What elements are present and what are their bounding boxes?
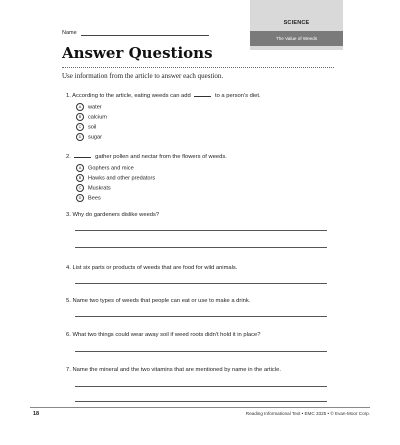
question-number: 1.	[66, 93, 71, 99]
option-marker: A	[76, 103, 84, 111]
question-number: 6.	[66, 332, 71, 338]
question-number: 7.	[66, 367, 71, 373]
question-text: Name the mineral and the two vitamins that are mentioned by name in the article.	[72, 367, 281, 373]
question-number: 3.	[66, 212, 71, 218]
question-text-before: According to the article, eating weeds can add	[72, 93, 191, 99]
option-2b[interactable]	[76, 174, 155, 182]
answer-line[interactable]	[75, 230, 327, 231]
option-marker: C	[76, 123, 84, 131]
question-number: 2.	[66, 154, 71, 160]
answer-blank	[194, 92, 211, 97]
question-number: 5.	[66, 298, 71, 304]
footer-divider	[30, 407, 370, 408]
question-5	[66, 298, 250, 304]
page-number: 18	[33, 411, 40, 417]
question-text-after: gather pollen and nectar from the flowers of weeds.	[95, 154, 227, 160]
subject-label: SCIENCE	[283, 20, 310, 26]
answer-line[interactable]	[75, 247, 327, 248]
question-7	[66, 367, 281, 373]
option-1b[interactable]	[76, 113, 107, 121]
dotted-divider	[62, 67, 334, 68]
question-1	[66, 92, 261, 99]
question-text: Why do gardeners dislike weeds?	[72, 212, 160, 218]
question-6	[66, 332, 260, 338]
name-field	[62, 29, 209, 36]
option-text: Hawks and other predators	[88, 175, 156, 182]
question-3	[66, 212, 159, 218]
answer-line[interactable]	[75, 386, 327, 387]
option-text: Bees	[88, 195, 101, 202]
page-title: Answer Questions	[62, 44, 213, 62]
option-text: calcium	[88, 114, 107, 121]
question-2	[66, 153, 227, 160]
option-marker: B	[76, 174, 84, 182]
option-text: water	[88, 104, 102, 111]
option-marker: D	[76, 133, 84, 141]
option-text: sugar	[88, 134, 102, 141]
question-text: What two things could wear away soil if weed roots didn't hold it in place?	[72, 332, 261, 338]
option-text: soil	[88, 124, 97, 131]
instructions: Use information from the article to answer each question.	[62, 72, 224, 80]
option-marker: B	[76, 113, 84, 121]
option-text: Gophers and mice	[88, 165, 134, 172]
answer-line[interactable]	[75, 316, 327, 317]
topic-label: The Value of Weeds	[250, 31, 343, 46]
question-4	[66, 265, 237, 271]
question-text: Name two types of weeds that people can eat or use to make a drink.	[72, 298, 251, 304]
option-marker: A	[76, 164, 84, 172]
option-1c[interactable]	[76, 123, 96, 131]
option-2a[interactable]	[76, 164, 134, 172]
question-text-after: to a person's diet.	[214, 93, 261, 99]
option-1a[interactable]	[76, 103, 102, 111]
answer-line[interactable]	[75, 351, 327, 352]
subject-tab	[250, 0, 343, 50]
option-marker: C	[76, 184, 84, 192]
name-label: Name	[62, 30, 77, 36]
name-line	[81, 29, 209, 36]
option-marker: D	[76, 194, 84, 202]
option-2c[interactable]	[76, 184, 111, 192]
answer-line[interactable]	[75, 283, 327, 284]
option-1d[interactable]	[76, 133, 102, 141]
footer-credit: Reading Informational Text • EMC 3325 • © Evan-Moor Corp.	[245, 411, 370, 416]
question-text: List six parts or products of weeds that are food for wild animals.	[72, 265, 238, 271]
answer-line[interactable]	[75, 401, 327, 402]
answer-blank	[74, 153, 91, 158]
question-number: 4.	[66, 265, 71, 271]
option-2d[interactable]	[76, 194, 101, 202]
option-text: Muskrats	[88, 185, 111, 192]
